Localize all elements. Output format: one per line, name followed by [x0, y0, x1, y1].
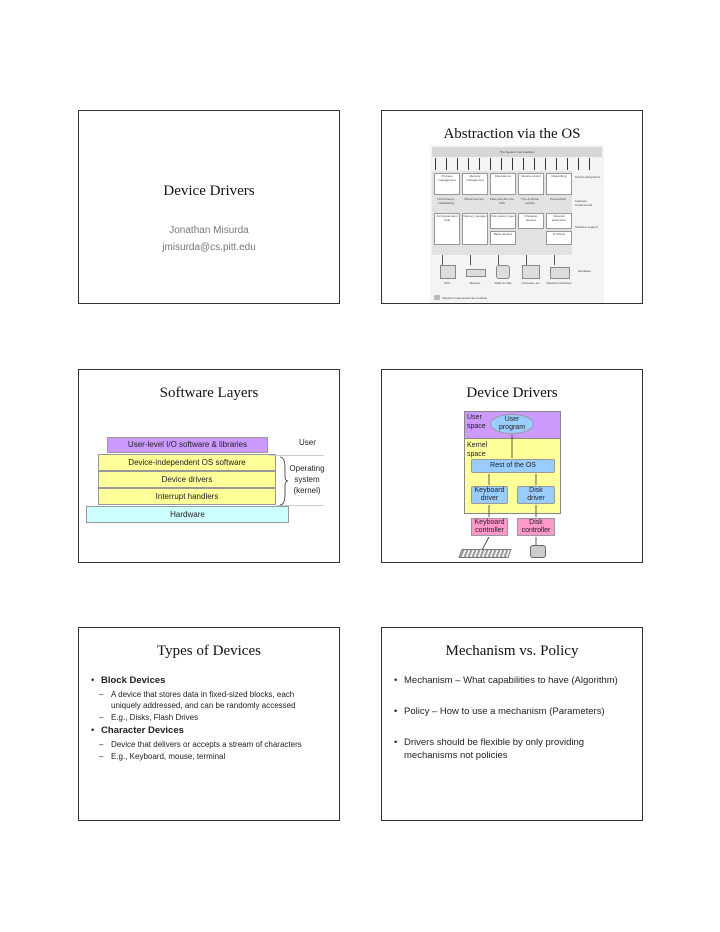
console-icon	[522, 265, 540, 279]
slide-title	[78, 110, 340, 304]
char-definition: Device that delivers or accepts a stream of characters	[111, 740, 302, 749]
slide-title-heading: Device Drivers	[163, 183, 255, 199]
feature-label: Virtual memory	[463, 197, 485, 201]
author-email: jmisurda@cs.pitt.edu	[162, 242, 256, 253]
disk-controller-line: Disk	[529, 519, 543, 526]
slide-mechanism-heading: Mechanism vs. Policy	[445, 643, 579, 659]
disk-driver-line: driver	[527, 495, 545, 502]
layer-device-independent: Device-independent OS software	[98, 454, 276, 471]
feature-label: Ttys & device access	[520, 197, 539, 205]
slide-device-drivers	[381, 369, 643, 563]
module-box: Block devices	[490, 231, 516, 245]
module-box: Memory management	[462, 173, 488, 195]
system-call-bar: The System Call Interface	[432, 147, 602, 157]
memory-icon	[466, 269, 486, 277]
divider-line	[269, 455, 324, 456]
connector-arrows	[442, 430, 572, 564]
module-box: Device control	[518, 173, 544, 195]
label-user: User	[299, 438, 316, 447]
author-name: Jonathan Misurda	[169, 225, 249, 236]
keyboard-controller-line: controller	[475, 527, 504, 534]
side-label: Features implemented	[575, 199, 593, 207]
side-label: Hardware	[578, 269, 592, 273]
char-heading: Character Devices	[101, 725, 184, 736]
feature-label: Concurrency, multitasking	[437, 197, 455, 205]
bullet-drivers: • Drivers should be flexible by only providing mechanisms not policies	[392, 736, 622, 762]
slide-mechanism-policy	[381, 627, 643, 821]
label-os-line: Operating	[289, 464, 325, 473]
module-box: Memory manager	[462, 213, 488, 245]
sub-bullet: – E.g., Keyboard, mouse, terminal	[99, 752, 226, 761]
slide-software-layers-heading: Software Layers	[159, 385, 259, 401]
user-space-line: User	[467, 414, 482, 421]
module-box: Character devices	[518, 213, 544, 229]
module-box: Filesystems	[490, 173, 516, 195]
layer-device-drivers: Device drivers	[98, 471, 276, 488]
module-box: File system types	[490, 213, 516, 229]
kernel-space-line: space	[467, 451, 486, 458]
bullet-policy: • Policy – How to use a mechanism (Parameters)	[392, 705, 622, 718]
label-operating-system	[287, 463, 327, 496]
kernel-space-line: Kernel	[467, 442, 488, 449]
rest-of-os-box: Rest of the OS	[471, 459, 555, 473]
hw-label: Consoles, etc.	[521, 281, 541, 285]
side-label: Software support	[575, 225, 598, 229]
keyboard-controller-line: Keyboard	[474, 519, 505, 526]
bullet-block-devices	[89, 674, 324, 687]
slide-software-layers	[78, 369, 340, 563]
char-example: E.g., Keyboard, mouse, terminal	[111, 752, 226, 761]
arrow-row	[435, 158, 595, 170]
user-program-line: User	[504, 416, 520, 423]
hw-label: Memory	[469, 281, 481, 285]
disk-driver-line: Disk	[529, 487, 543, 494]
user-space-label	[467, 413, 486, 431]
module-box: IF drivers	[546, 231, 572, 245]
kernel-diagram	[430, 145, 604, 303]
module-box: Arch-dependent code	[434, 213, 460, 245]
slide-types-of-devices	[78, 627, 340, 821]
legend-text: features implemented as modules	[442, 296, 488, 300]
sub-bullet: – A device that stores data in fixed-sized blocks, each uniquely addressed, and can be randomly accessed	[99, 690, 296, 710]
mechanism-bullet-list	[392, 674, 622, 764]
layer-user-io: User-level I/O software & libraries	[107, 437, 268, 453]
disk-drive-icon	[530, 545, 546, 558]
block-definition: A device that stores data in fixed-sized blocks, each uniquely addressed, and can be randomly accessed	[111, 690, 296, 710]
sub-bullet: – E.g., Disks, Flash Drives	[99, 713, 199, 722]
sub-bullet: – Device that delivers or accepts a stream of characters	[99, 740, 302, 749]
arrows-down	[442, 255, 572, 265]
slide-device-drivers-heading: Device Drivers	[466, 385, 558, 401]
module-box: Process management	[434, 173, 460, 195]
layer-interrupt-handlers: Interrupt handlers	[98, 488, 276, 505]
disk-controller-line: controller	[521, 527, 551, 534]
disk-icon	[496, 265, 510, 279]
feature-label: Connectivity	[549, 197, 567, 201]
legend-swatch	[434, 295, 440, 300]
module-box: Network subsystem	[546, 213, 572, 229]
slide-types-heading: Types of Devices	[157, 643, 261, 659]
hw-label: Disks & CDs	[494, 281, 512, 285]
module-box: Networking	[546, 173, 572, 195]
hw-label: CPU	[443, 281, 451, 285]
block-example: E.g., Disks, Flash Drives	[111, 713, 199, 722]
types-bullet-list	[89, 674, 324, 763]
bullet-character-devices	[89, 724, 324, 737]
bullet-mechanism: • Mechanism – What capabilities to have (Algorithm)	[392, 674, 622, 687]
keyboard-driver-line: Keyboard	[474, 487, 505, 494]
feature-label: Files and dirs: the VFS	[490, 197, 514, 205]
slide-abstraction-heading: Abstraction via the OS	[443, 126, 581, 142]
hw-label: Network interfaces	[546, 281, 572, 285]
user-space-line: space	[467, 423, 486, 430]
layer-hardware: Hardware	[86, 506, 289, 523]
label-os-line: system	[294, 475, 320, 484]
block-heading: Block Devices	[101, 675, 166, 686]
user-program-line: program	[498, 424, 526, 431]
cpu-icon	[440, 265, 456, 279]
keyboard-icon	[458, 549, 511, 558]
slide-abstraction	[381, 110, 643, 304]
keyboard-driver-line: driver	[480, 495, 499, 502]
side-label: Kernel subsystems	[575, 175, 601, 179]
label-os-line: (kernel)	[293, 486, 321, 495]
network-icon	[550, 267, 570, 279]
